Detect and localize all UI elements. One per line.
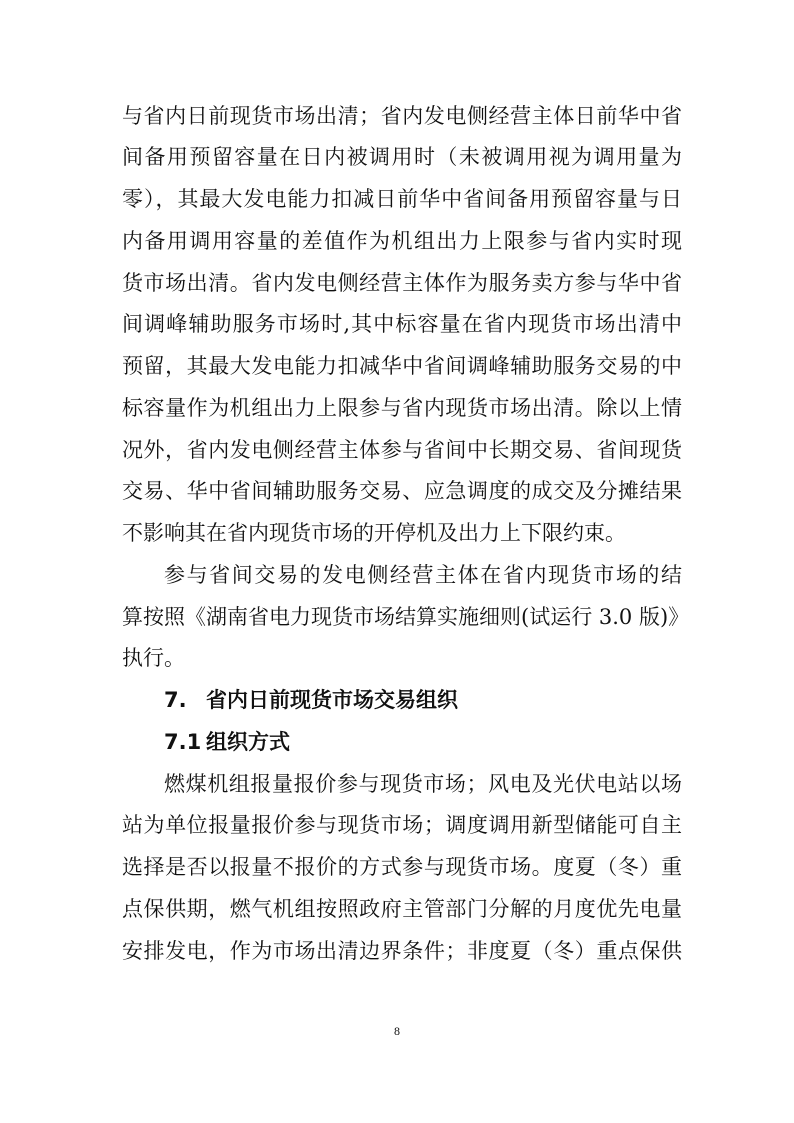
text-line: 燃煤机组报量报价参与现货市场；风电及光伏电站以场 (164, 772, 682, 796)
text-line: 况外，省内发电侧经营主体参与省间中长期交易、省间现货 (122, 438, 682, 462)
text-line: 标容量作为机组出力上限参与省内现货市场出清。除以上情 (122, 396, 682, 420)
subsection-title: 组织方式 (206, 730, 290, 754)
text-line: 执行。 (122, 646, 185, 670)
text-line: 零），其最大发电能力扣减日前华中省间备用预留容量与日 (122, 187, 682, 211)
text-line: 选择是否以报量不报价的方式参与现货市场。度夏（冬）重 (122, 855, 682, 879)
text-line: 预留，其最大发电能力扣减华中省间调峰辅助服务交易的中 (122, 354, 682, 378)
text-line: 点保供期，燃气机组按照政府主管部门分解的月度优先电量 (122, 897, 682, 921)
text-line: 站为单位报量报价参与现货市场；调度调用新型储能可自主 (122, 813, 682, 837)
text-line: 算按照《湖南省电力现货市场结算实施细则(试运行 3.0 版)》 (122, 605, 690, 629)
subsection-number: 7.1 (164, 730, 202, 754)
section-number: 7. (164, 688, 187, 712)
text-line: 交易、华中省间辅助服务交易、应急调度的成交及分摊结果 (122, 479, 682, 503)
text-line: 间调峰辅助服务市场时,其中标容量在省内现货市场出清中 (122, 312, 682, 336)
text-line: 参与省间交易的发电侧经营主体在省内现货市场的结 (164, 563, 682, 587)
page-number: 8 (394, 1024, 400, 1038)
text-line: 内备用调用容量的差值作为机组出力上限参与省内实时现 (122, 229, 682, 253)
text-line: 安排发电，作为市场出清边界条件；非度夏（冬）重点保供 (122, 939, 682, 963)
text-line: 与省内日前现货市场出清；省内发电侧经营主体日前华中省 (122, 104, 682, 128)
text-line: 间备用预留容量在日内被调用时（未被调用视为调用量为 (122, 145, 682, 169)
text-line: 货市场出清。省内发电侧经营主体作为服务卖方参与华中省 (122, 271, 682, 295)
text-line: 不影响其在省内现货市场的开停机及出力上下限约束。 (122, 521, 626, 545)
section-title: 省内日前现货市场交易组织 (206, 688, 458, 712)
